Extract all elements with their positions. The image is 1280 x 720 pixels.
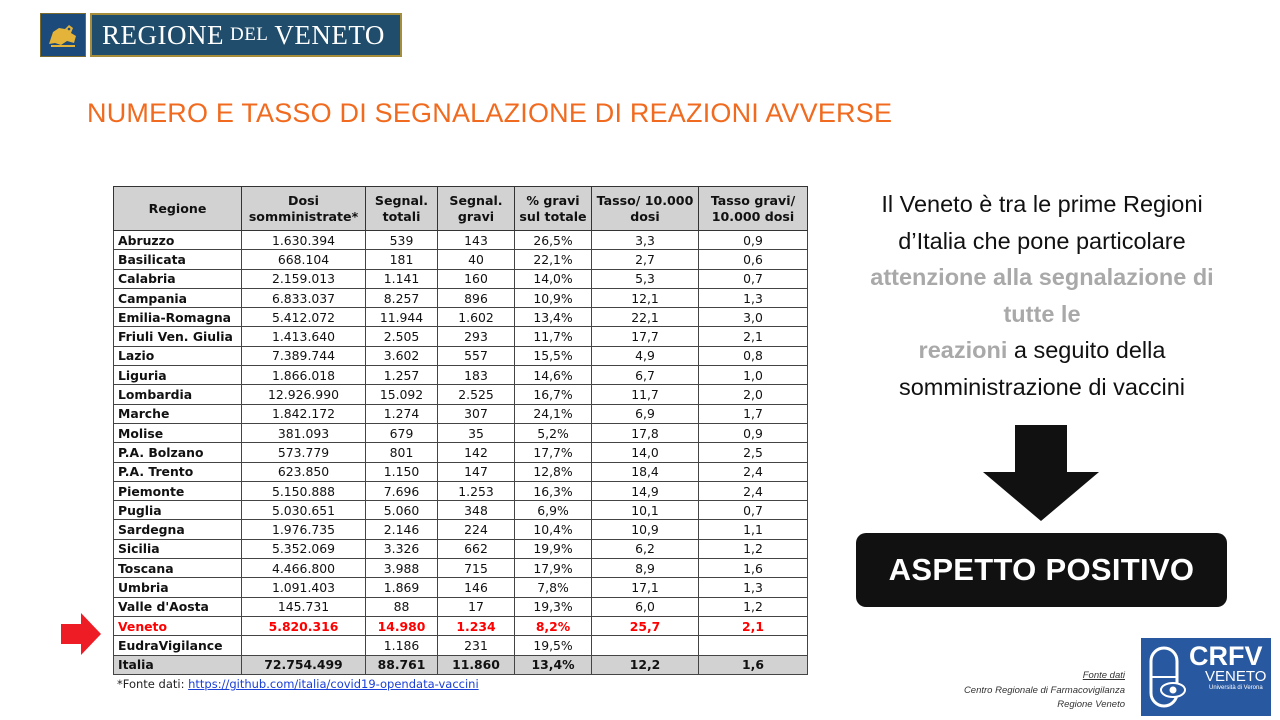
region-cell: Emilia-Romagna <box>114 308 242 327</box>
value-cell: 3.326 <box>366 539 438 558</box>
adverse-reactions-table-container <box>113 186 807 675</box>
value-cell: 145.731 <box>242 597 366 616</box>
value-cell: 7.696 <box>366 481 438 500</box>
value-cell: 7.389.744 <box>242 346 366 365</box>
table-row <box>114 597 808 616</box>
statement-text <box>862 186 1222 405</box>
value-cell: 1,2 <box>699 597 808 616</box>
value-cell: 22,1% <box>515 250 592 269</box>
region-cell: Puglia <box>114 501 242 520</box>
table-row <box>114 481 808 500</box>
region-cell: P.A. Trento <box>114 462 242 481</box>
table-row <box>114 269 808 288</box>
pill-eye-icon <box>1141 638 1189 716</box>
value-cell: 22,1 <box>592 308 699 327</box>
value-cell: 2,7 <box>592 250 699 269</box>
value-cell: 13,4% <box>515 655 592 674</box>
value-cell: 1.869 <box>366 578 438 597</box>
value-cell: 1,2 <box>699 539 808 558</box>
value-cell: 4,9 <box>592 346 699 365</box>
value-cell: 72.754.499 <box>242 655 366 674</box>
region-cell: Marche <box>114 404 242 423</box>
value-cell: 19,5% <box>515 636 592 655</box>
column-header: Tasso/ 10.000 dosi <box>592 187 699 231</box>
table-row <box>114 655 808 674</box>
region-cell: Veneto <box>114 616 242 635</box>
value-cell: 17,7 <box>592 327 699 346</box>
value-cell: 17,9% <box>515 559 592 578</box>
value-cell: 11,7% <box>515 327 592 346</box>
value-cell: 11,7 <box>592 385 699 404</box>
logo-text-del: DEL <box>229 24 269 45</box>
value-cell: 16,7% <box>515 385 592 404</box>
value-cell: 623.850 <box>242 462 366 481</box>
value-cell: 539 <box>366 231 438 250</box>
value-cell: 2,5 <box>699 443 808 462</box>
value-cell: 1.842.172 <box>242 404 366 423</box>
value-cell: 2,4 <box>699 462 808 481</box>
value-cell: 1.866.018 <box>242 366 366 385</box>
source-line1: Centro Regionale di Farmacovigilanza <box>963 684 1125 696</box>
region-cell: Sardegna <box>114 520 242 539</box>
value-cell: 0,6 <box>699 250 808 269</box>
value-cell: 1,1 <box>699 520 808 539</box>
table-row <box>114 346 808 365</box>
region-cell: Abruzzo <box>114 231 242 250</box>
region-cell: Toscana <box>114 559 242 578</box>
table-row <box>114 462 808 481</box>
value-cell: 1,3 <box>699 578 808 597</box>
value-cell: 573.779 <box>242 443 366 462</box>
value-cell: 8.257 <box>366 288 438 307</box>
statement-part2: a seguito della somministrazione di vaccini <box>898 337 1186 400</box>
table-footnote <box>117 677 479 691</box>
table-row <box>114 539 808 558</box>
value-cell: 35 <box>438 423 515 442</box>
value-cell: 15,5% <box>515 346 592 365</box>
value-cell: 1,0 <box>699 366 808 385</box>
value-cell: 147 <box>438 462 515 481</box>
logo-text-veneto: VENETO <box>274 19 385 50</box>
table-row <box>114 636 808 655</box>
value-cell <box>592 636 699 655</box>
regione-veneto-logo <box>40 13 402 57</box>
value-cell: 10,1 <box>592 501 699 520</box>
table-row <box>114 404 808 423</box>
value-cell: 293 <box>438 327 515 346</box>
value-cell: 5,2% <box>515 423 592 442</box>
value-cell: 8,2% <box>515 616 592 635</box>
value-cell: 5.060 <box>366 501 438 520</box>
value-cell: 5.820.316 <box>242 616 366 635</box>
value-cell: 801 <box>366 443 438 462</box>
crfv-small: Università di Verona <box>1209 685 1263 691</box>
value-cell: 1.234 <box>438 616 515 635</box>
table-row <box>114 520 808 539</box>
value-cell: 896 <box>438 288 515 307</box>
value-cell: 181 <box>366 250 438 269</box>
value-cell: 13,4% <box>515 308 592 327</box>
value-cell: 14.980 <box>366 616 438 635</box>
value-cell: 0,7 <box>699 501 808 520</box>
region-cell: EudraVigilance <box>114 636 242 655</box>
value-cell: 10,9% <box>515 288 592 307</box>
value-cell: 6.833.037 <box>242 288 366 307</box>
value-cell: 1,6 <box>699 655 808 674</box>
value-cell: 307 <box>438 404 515 423</box>
table-row <box>114 501 808 520</box>
value-cell: 6,0 <box>592 597 699 616</box>
value-cell: 2.505 <box>366 327 438 346</box>
logo-wordmark <box>90 13 402 57</box>
source-line2: Regione Veneto <box>1057 699 1125 710</box>
table-row <box>114 559 808 578</box>
value-cell <box>699 636 808 655</box>
crfv-logo <box>1141 638 1271 716</box>
value-cell: 0,8 <box>699 346 808 365</box>
value-cell: 7,8% <box>515 578 592 597</box>
value-cell: 2,1 <box>699 327 808 346</box>
value-cell: 183 <box>438 366 515 385</box>
value-cell: 2,1 <box>699 616 808 635</box>
table-row <box>114 423 808 442</box>
value-cell: 6,2 <box>592 539 699 558</box>
adverse-reactions-table <box>113 186 808 675</box>
table-row <box>114 231 808 250</box>
value-cell: 2.525 <box>438 385 515 404</box>
value-cell: 12,1 <box>592 288 699 307</box>
value-cell: 4.466.800 <box>242 559 366 578</box>
table-row <box>114 366 808 385</box>
table-row <box>114 443 808 462</box>
value-cell: 668.104 <box>242 250 366 269</box>
region-cell: Lazio <box>114 346 242 365</box>
table-row <box>114 288 808 307</box>
value-cell: 1.274 <box>366 404 438 423</box>
table-row <box>114 327 808 346</box>
value-cell: 662 <box>438 539 515 558</box>
region-cell: Friuli Ven. Giulia <box>114 327 242 346</box>
column-header: Tasso gravi/ 10.000 dosi <box>699 187 808 231</box>
column-header: Segnal. gravi <box>438 187 515 231</box>
value-cell: 17,1 <box>592 578 699 597</box>
value-cell: 1.141 <box>366 269 438 288</box>
value-cell: 2,0 <box>699 385 808 404</box>
region-cell: Lombardia <box>114 385 242 404</box>
value-cell: 5.150.888 <box>242 481 366 500</box>
value-cell: 18,4 <box>592 462 699 481</box>
value-cell: 12.926.990 <box>242 385 366 404</box>
table-row <box>114 385 808 404</box>
value-cell: 3.988 <box>366 559 438 578</box>
statement-highlight1: attenzione alla segnalazione di tutte le <box>870 264 1214 327</box>
value-cell: 1.253 <box>438 481 515 500</box>
value-cell: 88 <box>366 597 438 616</box>
value-cell: 88.761 <box>366 655 438 674</box>
value-cell: 16,3% <box>515 481 592 500</box>
value-cell: 1,6 <box>699 559 808 578</box>
table-row <box>114 578 808 597</box>
region-cell: Calabria <box>114 269 242 288</box>
value-cell: 1,3 <box>699 288 808 307</box>
lion-crest-icon <box>40 13 86 57</box>
region-cell: Campania <box>114 288 242 307</box>
region-cell: Umbria <box>114 578 242 597</box>
value-cell: 1.413.640 <box>242 327 366 346</box>
region-cell: Piemonte <box>114 481 242 500</box>
table-header-row <box>114 187 808 231</box>
value-cell: 1.257 <box>366 366 438 385</box>
value-cell: 14,0 <box>592 443 699 462</box>
value-cell: 11.860 <box>438 655 515 674</box>
table-body <box>114 231 808 675</box>
region-cell: Basilicata <box>114 250 242 269</box>
value-cell: 14,6% <box>515 366 592 385</box>
region-cell: Valle d'Aosta <box>114 597 242 616</box>
value-cell: 25,7 <box>592 616 699 635</box>
value-cell: 5.352.069 <box>242 539 366 558</box>
region-cell: Italia <box>114 655 242 674</box>
region-cell: Molise <box>114 423 242 442</box>
column-header: Dosi somministrate* <box>242 187 366 231</box>
value-cell: 381.093 <box>242 423 366 442</box>
value-cell: 146 <box>438 578 515 597</box>
value-cell: 6,9 <box>592 404 699 423</box>
column-header: Regione <box>114 187 242 231</box>
value-cell: 11.944 <box>366 308 438 327</box>
value-cell: 224 <box>438 520 515 539</box>
value-cell: 679 <box>366 423 438 442</box>
table-row <box>114 616 808 635</box>
statement-part1: Il Veneto è tra le prime Regioni d’Italia che pone particolare <box>881 191 1203 254</box>
source-credit <box>964 669 1125 713</box>
column-header: Segnal. totali <box>366 187 438 231</box>
value-cell: 19,3% <box>515 597 592 616</box>
value-cell: 17,7% <box>515 443 592 462</box>
value-cell: 14,0% <box>515 269 592 288</box>
value-cell: 1.150 <box>366 462 438 481</box>
value-cell: 0,9 <box>699 423 808 442</box>
table-row <box>114 308 808 327</box>
value-cell: 12,2 <box>592 655 699 674</box>
value-cell: 1.186 <box>366 636 438 655</box>
value-cell: 12,8% <box>515 462 592 481</box>
value-cell: 6,9% <box>515 501 592 520</box>
table-row <box>114 250 808 269</box>
value-cell: 3,0 <box>699 308 808 327</box>
footnote-link[interactable]: https://github.com/italia/covid19-opendata-vaccini <box>188 677 479 691</box>
value-cell: 715 <box>438 559 515 578</box>
value-cell: 160 <box>438 269 515 288</box>
value-cell: 26,5% <box>515 231 592 250</box>
crfv-title: CRFV <box>1189 641 1263 671</box>
red-arrow-right-icon <box>61 613 101 655</box>
value-cell: 348 <box>438 501 515 520</box>
value-cell: 0,7 <box>699 269 808 288</box>
value-cell: 2,4 <box>699 481 808 500</box>
value-cell: 17 <box>438 597 515 616</box>
value-cell: 0,9 <box>699 231 808 250</box>
value-cell: 3,3 <box>592 231 699 250</box>
value-cell: 557 <box>438 346 515 365</box>
value-cell: 2.159.013 <box>242 269 366 288</box>
down-arrow-icon <box>983 425 1099 521</box>
value-cell: 5.030.651 <box>242 501 366 520</box>
region-cell: P.A. Bolzano <box>114 443 242 462</box>
column-header: % gravi sul totale <box>515 187 592 231</box>
crfv-subtitle: VENETO <box>1205 668 1267 685</box>
value-cell: 15.092 <box>366 385 438 404</box>
statement-highlight2: reazioni <box>918 337 1008 363</box>
value-cell: 8,9 <box>592 559 699 578</box>
value-cell: 17,8 <box>592 423 699 442</box>
value-cell: 1.091.403 <box>242 578 366 597</box>
value-cell <box>242 636 366 655</box>
value-cell: 1.630.394 <box>242 231 366 250</box>
value-cell: 19,9% <box>515 539 592 558</box>
source-label: Fonte dati <box>1082 670 1125 681</box>
aspetto-positivo-badge: ASPETTO POSITIVO <box>856 533 1227 607</box>
value-cell: 3.602 <box>366 346 438 365</box>
value-cell: 40 <box>438 250 515 269</box>
region-cell: Liguria <box>114 366 242 385</box>
logo-text-regione: REGIONE <box>102 19 224 50</box>
value-cell: 142 <box>438 443 515 462</box>
value-cell: 1.976.735 <box>242 520 366 539</box>
value-cell: 6,7 <box>592 366 699 385</box>
footnote-prefix: *Fonte dati: <box>117 677 189 691</box>
value-cell: 2.146 <box>366 520 438 539</box>
value-cell: 10,9 <box>592 520 699 539</box>
value-cell: 231 <box>438 636 515 655</box>
slide-title: NUMERO E TASSO DI SEGNALAZIONE DI REAZIONI AVVERSE <box>87 98 893 128</box>
value-cell: 10,4% <box>515 520 592 539</box>
value-cell: 14,9 <box>592 481 699 500</box>
value-cell: 1.602 <box>438 308 515 327</box>
region-cell: Sicilia <box>114 539 242 558</box>
value-cell: 1,7 <box>699 404 808 423</box>
value-cell: 5,3 <box>592 269 699 288</box>
value-cell: 24,1% <box>515 404 592 423</box>
value-cell: 5.412.072 <box>242 308 366 327</box>
value-cell: 143 <box>438 231 515 250</box>
